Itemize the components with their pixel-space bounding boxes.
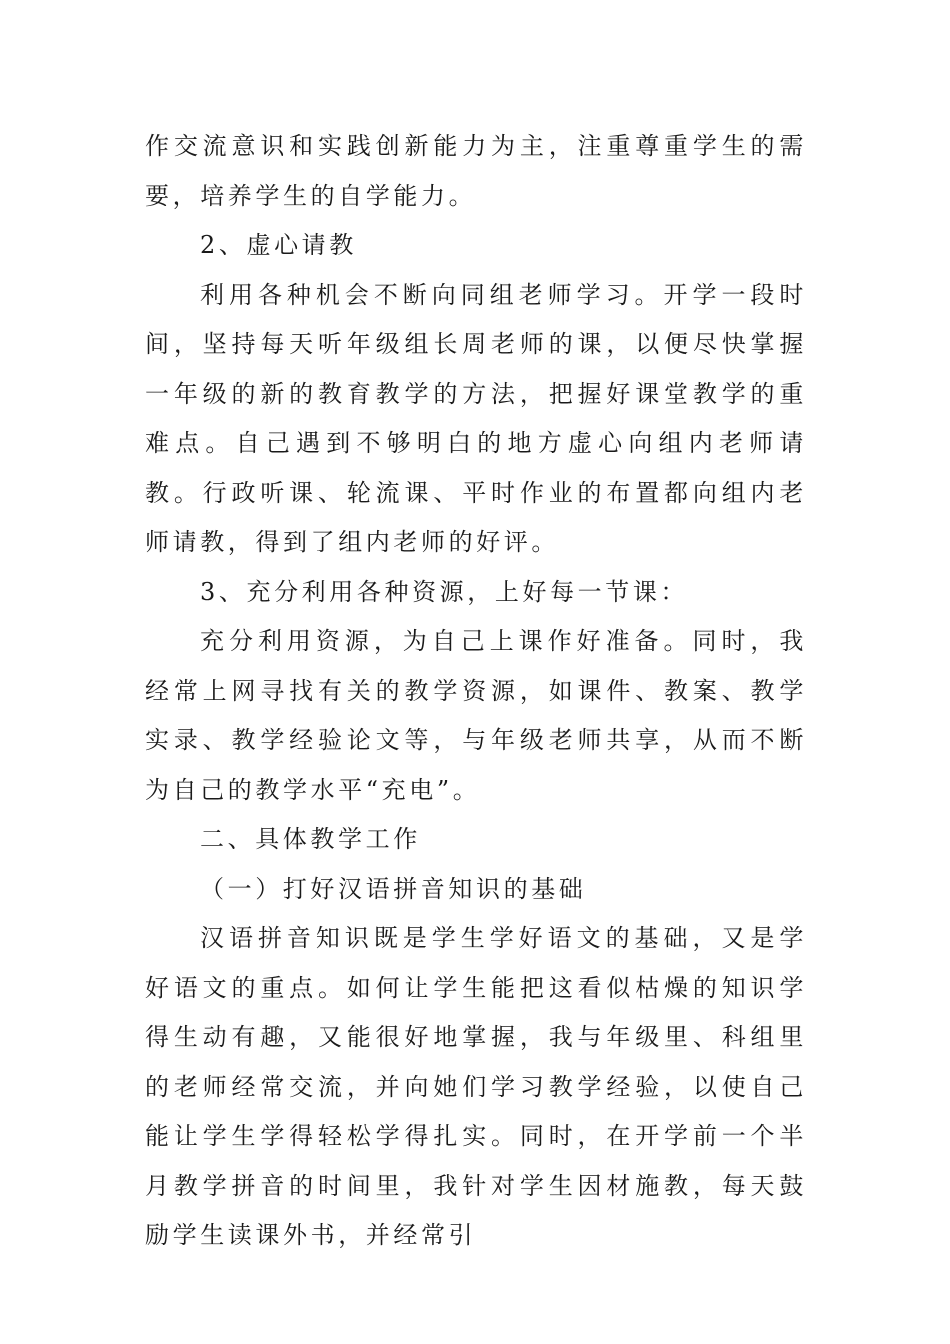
section-heading-humble-inquiry: 2、虚心请教 xyxy=(200,231,357,259)
subsection-heading-pinyin: （一）打好汉语拼音知识的基础 xyxy=(200,874,587,903)
paragraph-learning-from-colleagues: 利用各种机会不断向同组老师学习。开学一段时间，坚持每天听年级组长周老师的课，以便尽快掌握一年级的新的教育教学的方法，把握好课堂教学的重难点。自己遇到不够明白的地方虚心向组内老师请教。行政听课、轮流课、平时作业的布置都向组内老师请教，得到了组内老师的好评。 xyxy=(145,280,807,556)
paragraph-continuation: 作交流意识和实践创新能力为主，注重尊重学生的需要，培养学生的自学能力。 xyxy=(145,132,807,210)
document-body xyxy=(145,122,807,1261)
section-heading-use-resources: 3、充分利用各种资源，上好每一节课： xyxy=(200,577,689,606)
section-heading-teaching-work: 二、具体教学工作 xyxy=(200,825,421,853)
paragraph-pinyin: 汉语拼音知识既是学生学好语文的基础，又是学好语文的重点。如何让学生能把这看似枯燥的知识学得生动有趣，又能很好地掌握，我与年级里、科组里的老师经常交流，并向她们学习教学经验，以使自己能让学生学得轻松学得扎实。同时，在开学前一个半月教学拼音的时间里，我针对学生因材施教，每天鼓励学生读课外书，并经常引 xyxy=(145,924,807,1249)
paragraph-resources: 充分利用资源，为自己上课作好准备。同时，我经常上网寻找有关的教学资源，如课件、教案、教学实录、教学经验论文等，与年级老师共享，从而不断为自己的教学水平“充电”。 xyxy=(145,627,807,804)
